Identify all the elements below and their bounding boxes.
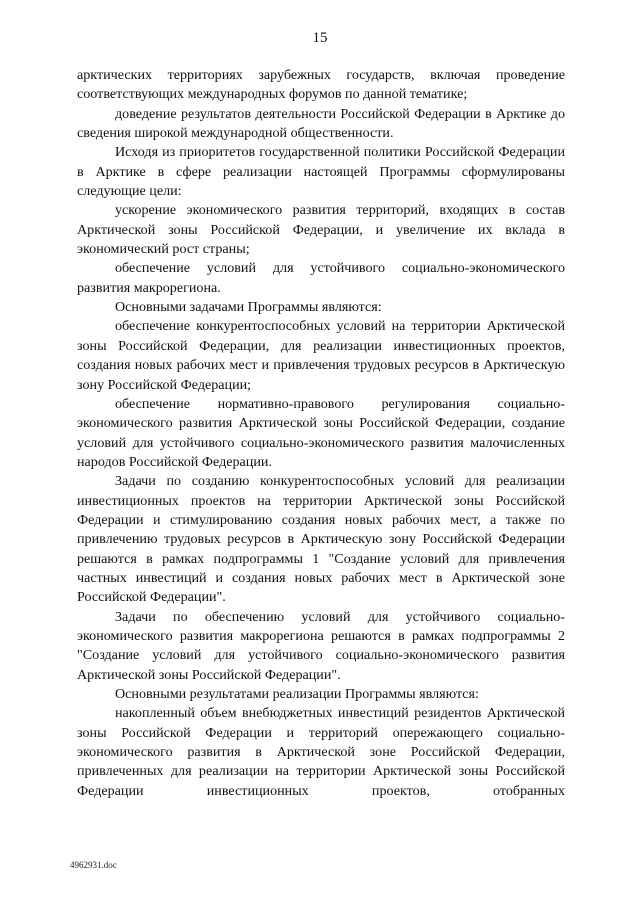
paragraph-12: накопленный объем внебюджетных инвестиций резидентов Арктической зоны Российской Федерации и территорий опережающего социально-экономического развития в Арктической зоне Российской Федерации, привлеченных для реализации на территории Арктической зоны Российской Федерации инвестиционных проектов, отобранных [77, 705, 565, 799]
paragraph-7: обеспечение конкурентоспособных условий на территории Арктической зоны Российской Федерации, для реализации инвестиционных проектов, создания новых рабочих мест и привлечения трудовых ресурсов в Арктическую зону Российской Федерации; [77, 318, 565, 393]
page-number: 15 [312, 30, 328, 46]
paragraph-5: обеспечение условий для устойчивого социально-экономического развития макрорегиона. [77, 260, 565, 296]
paragraph-11: Основными результатами реализации Программы являются: [115, 686, 479, 702]
paragraph-4: ускорение экономического развития территорий, входящих в состав Арктической зоны Российской Федерации, и увеличение их вклада в экономический рост страны; [77, 202, 565, 258]
paragraph-2: доведение результатов деятельности Российской Федерации в Арктике до сведения широкой международной общественности. [77, 105, 565, 142]
paragraph-9: Задачи по созданию конкурентоспособных условий для реализации инвестиционных проектов на территории Арктической зоны Российской Федерации и стимулированию создания новых рабочих мест, а также по привлечению трудовых ресурсов в Арктическую зону Российской Федерации решаются в рамках подпрограммы 1 "Создание условий для привлечения частных инвестиций и создания новых рабочих мест в Арктической зоне Российской Федерации". [77, 473, 565, 606]
paragraph-3: Исходя из приоритетов государственной политики Российской Федерации в Арктике в сфере реализации настоящей Программы сформулированы следующие цели: [77, 144, 565, 200]
document-footer: 4962931.doc [70, 860, 117, 870]
paragraph-1: арктических территориях зарубежных государств, включая проведение соответствующих международных форумов по данной тематике; [77, 67, 565, 103]
paragraph-6: Основными задачами Программы являются: [115, 299, 382, 316]
paragraph-8: обеспечение нормативно-правового регулирования социально-экономического развития Арктической зоны Российской Федерации, создание условий для устойчивого социально-экономического развития малочисленных народов Российской Федерации. [77, 395, 565, 470]
document-body [77, 66, 565, 801]
paragraph-10: Задачи по обеспечению условий для устойчивого социально-экономического развития макрорегиона решаются в рамках подпрограммы 2 "Создание условий для устойчивого социально-экономического развития Арктической зоны Российской Федерации". [77, 608, 565, 683]
